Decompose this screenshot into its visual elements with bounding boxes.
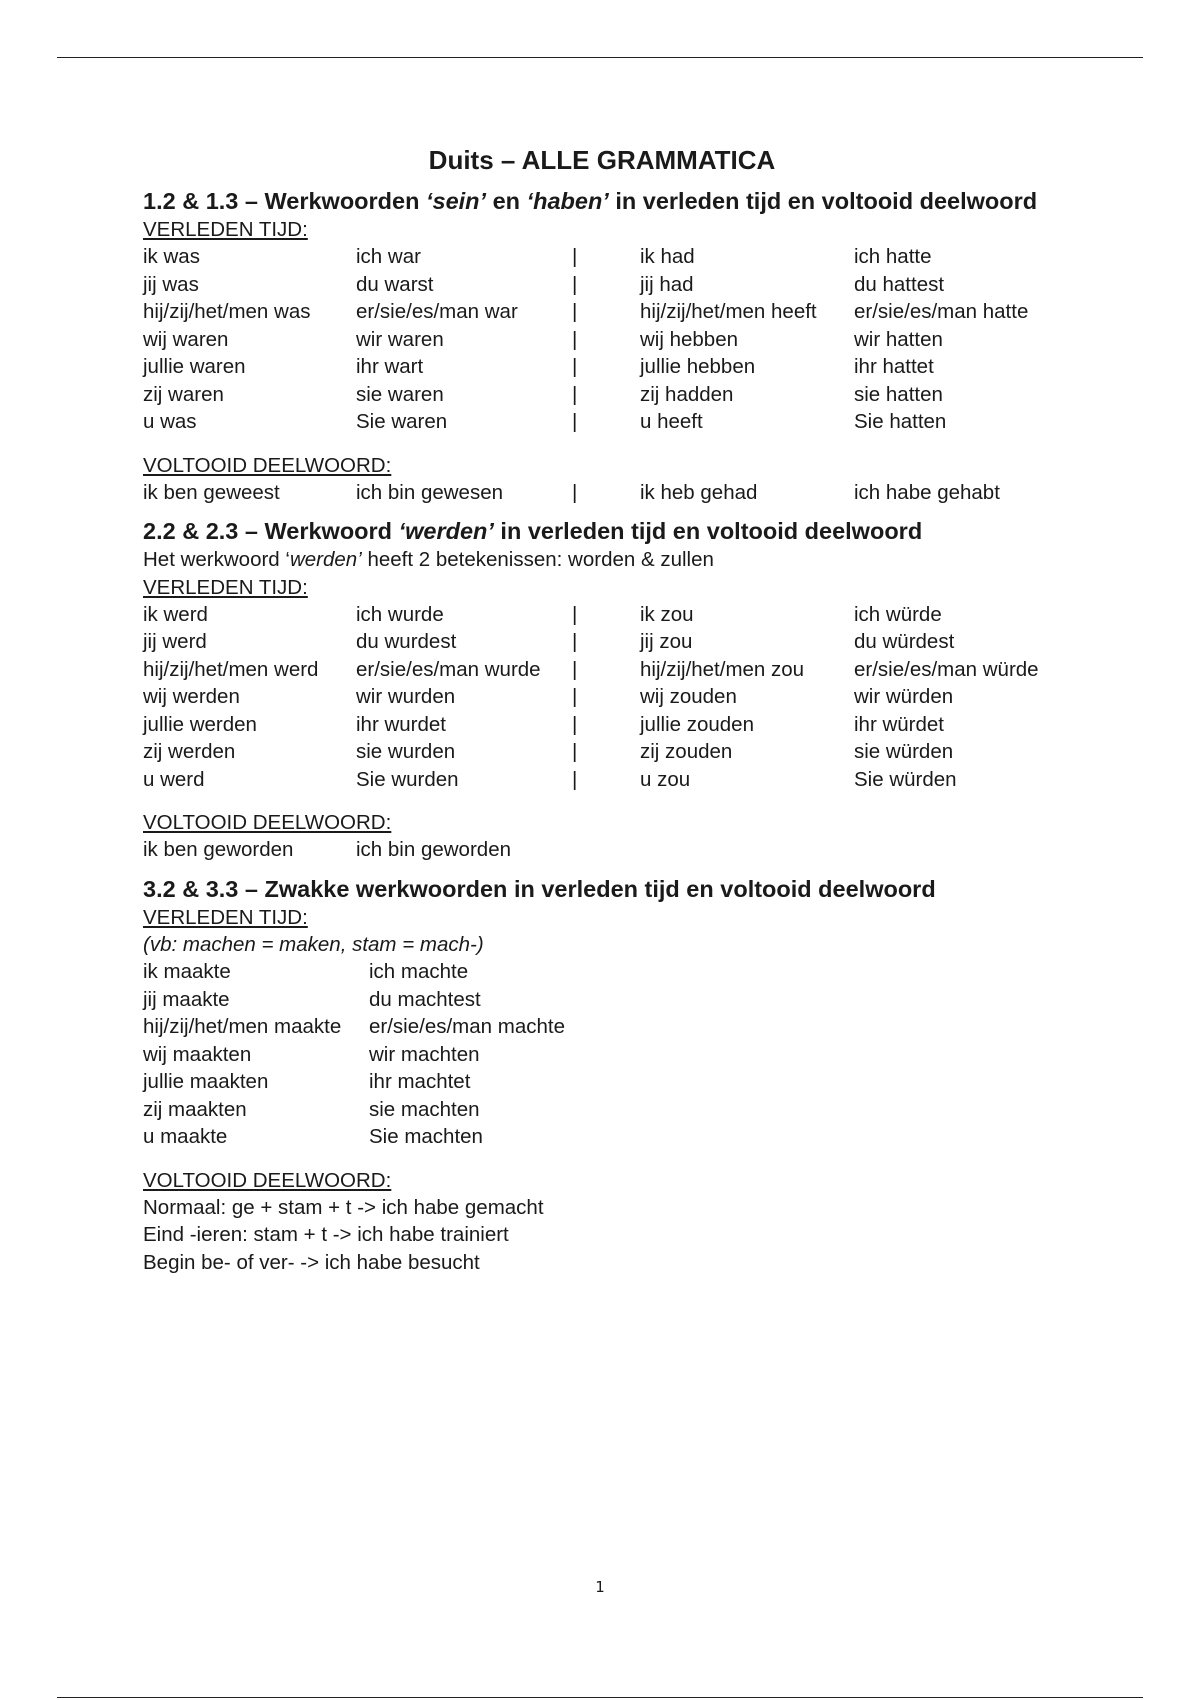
table-row: hij/zij/het/men maakte er/sie/es/man machte — [143, 1015, 565, 1038]
footer-rule — [57, 1697, 1143, 1698]
table-row: hij/zij/het/men werd er/sie/es/man wurde | hij/zij/het/men zou er/sie/es/man würde — [143, 657, 1039, 681]
section-1-vd-row: ik ben geweest ich bin gewesen | ik heb gehad ich habe gehabt — [143, 480, 1000, 504]
page-number: 1 — [595, 1578, 605, 1596]
section-2-intro: Het werkwoord ‘werden’ heeft 2 betekenissen: worden & zullen — [143, 548, 714, 571]
section-1-heading: 1.2 & 1.3 – Werkwoorden ‘sein’ en ‘haben’ in verleden tijd en voltooid deelwoord — [143, 188, 1038, 214]
section-1-vt-label: VERLEDEN TIJD: — [143, 218, 308, 241]
section-1-vd-label: VOLTOOID DEELWOORD: — [143, 453, 392, 477]
section-2-heading: 2.2 & 2.3 – Werkwoord ‘werden’ in verleden tijd en voltooid deelwoord — [143, 518, 923, 544]
table-row: jij was du warst | jij had du hattest — [143, 272, 945, 296]
table-row: ik maakte ich machte — [143, 960, 469, 983]
section-3-example: (vb: machen = maken, stam = mach-) — [143, 932, 484, 956]
table-row: u maakte Sie machten — [143, 1125, 483, 1148]
table-row: hij/zij/het/men was er/sie/es/man war | hij/zij/het/men heeft er/sie/es/man hatte — [143, 300, 1029, 323]
section-2-vd-label: VOLTOOID DEELWOORD: — [143, 811, 392, 834]
table-row: zij maakten sie machten — [143, 1097, 480, 1121]
table-row: u was Sie waren | u heeft Sie hatten — [143, 410, 947, 433]
document-body — [143, 140, 1143, 1276]
section-2-table — [143, 601, 1143, 794]
table-row: jullie werden ihr wurdet | jullie zouden ihr würdet — [143, 712, 945, 736]
table-row: ik was ich war | ik had ich hatte — [143, 245, 932, 268]
section-3-vd-line: Begin be- of ver- -> ich habe besucht — [143, 1250, 480, 1274]
table-row: wij werden wir wurden | wij zouden wir würden — [143, 685, 954, 708]
table-row: wij maakten wir machten — [143, 1042, 480, 1066]
section-2-vd-row: ik ben geworden ich bin geworden — [143, 838, 511, 861]
header-rule — [57, 57, 1143, 58]
table-row: zij werden sie wurden | zij zouden sie würden — [143, 740, 954, 763]
section-3-vd-line: Normaal: ge + stam + t -> ich habe gemacht — [143, 1195, 544, 1219]
table-row: jij werd du wurdest | jij zou du würdest — [143, 630, 955, 653]
table-row: zij waren sie waren | zij hadden sie hatten — [143, 382, 943, 406]
table-row: ik werd ich wurde | ik zou ich würde — [143, 602, 942, 626]
section-3-vt-label: VERLEDEN TIJD: — [143, 905, 308, 929]
table-row: u werd Sie wurden | u zou Sie würden — [143, 767, 957, 791]
section-3-table — [143, 958, 1143, 1151]
table-row: jullie maakten ihr machtet — [143, 1070, 471, 1093]
section-3-vd-label: VOLTOOID DEELWOORD: — [143, 1168, 392, 1192]
page-title: Duits – ALLE GRAMMATICA — [428, 145, 776, 175]
section-3-heading: 3.2 & 3.3 – Zwakke werkwoorden in verleden tijd en voltooid deelwoord — [143, 875, 936, 902]
section-1-table — [143, 243, 1143, 436]
table-row: jullie waren ihr wart | jullie hebben ihr hattet — [143, 355, 934, 378]
section-3-vd-line: Eind -ieren: stam + t -> ich habe trainiert — [143, 1223, 509, 1246]
table-row: jij maakte du machtest — [143, 987, 481, 1011]
section-2-vt-label: VERLEDEN TIJD: — [143, 575, 308, 599]
table-row: wij waren wir waren | wij hebben wir hatten — [143, 327, 943, 351]
